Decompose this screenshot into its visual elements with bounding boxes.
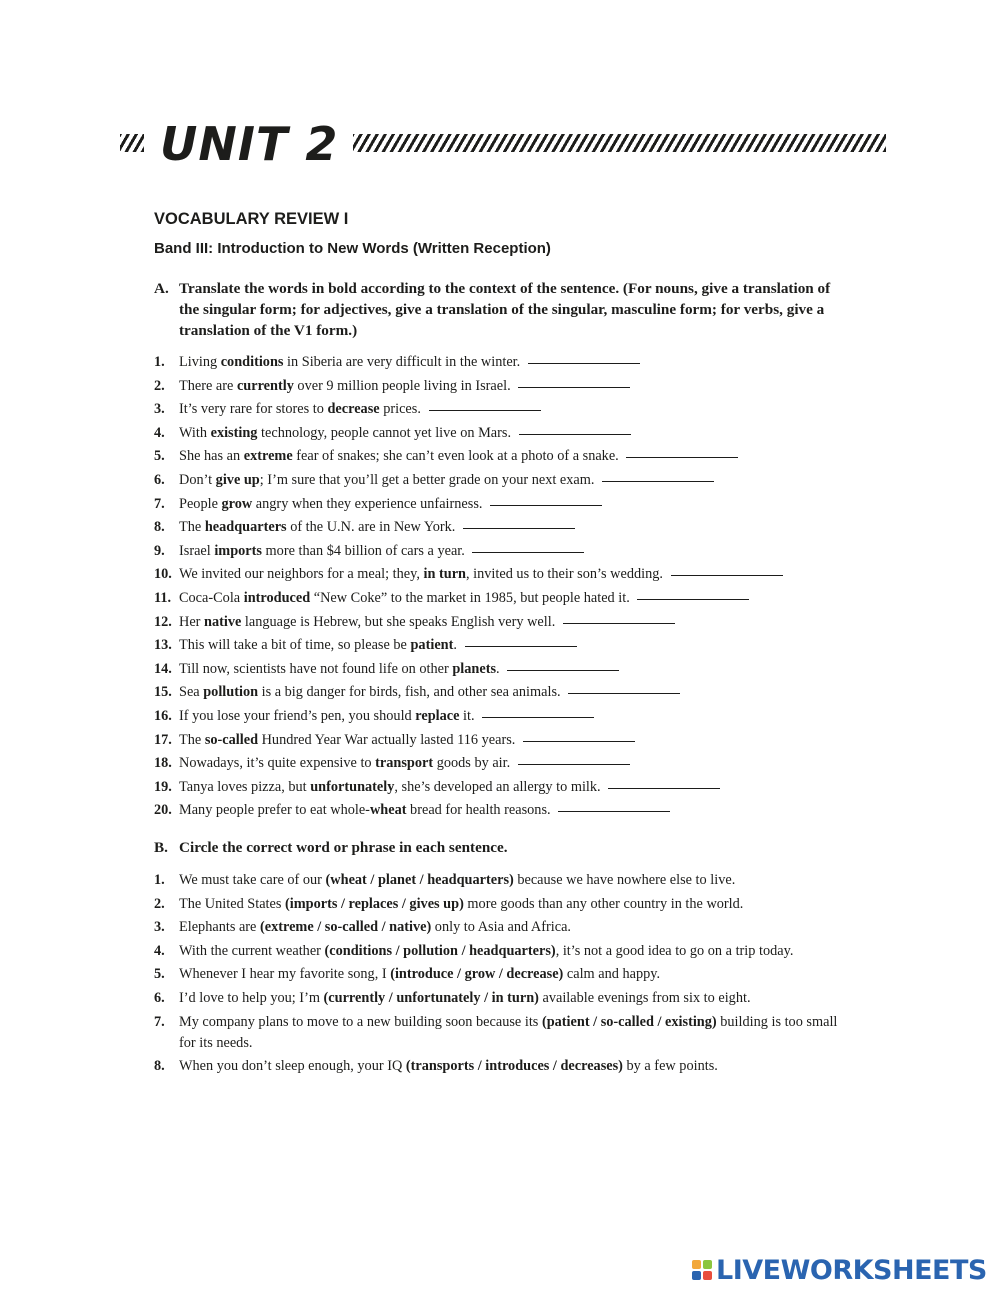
item-sentence xyxy=(179,1055,718,1079)
item-sentence xyxy=(179,940,793,964)
answer-blank[interactable] xyxy=(523,740,635,742)
sentence-post: prices. xyxy=(379,401,421,418)
bold-word: so-called xyxy=(204,731,259,748)
section-a-label: A. xyxy=(154,280,169,297)
answer-blank[interactable] xyxy=(671,574,783,576)
item-number: 2. xyxy=(154,377,165,394)
sentence-post: is a big danger for birds, fish, and other sea animals. xyxy=(258,684,561,701)
item-number: 5. xyxy=(154,966,165,983)
sentence-post: language is Hebrew, but she speaks English very well. xyxy=(241,613,556,630)
sentence-pre: Coca-Cola xyxy=(179,589,244,606)
list-item xyxy=(154,422,844,446)
item-sentence xyxy=(179,658,619,682)
item-number: 4. xyxy=(154,942,165,959)
sentence-post: building is too small for its needs. xyxy=(179,1013,838,1051)
list-item xyxy=(154,916,844,940)
sentence-pre: Till now, scientists have not found life on other xyxy=(179,660,453,677)
item-number: 1. xyxy=(154,872,165,888)
answer-blank[interactable] xyxy=(465,645,577,647)
sentence-pre: With the current weather xyxy=(179,942,325,959)
list-item xyxy=(154,681,844,705)
sentence-pre: Living xyxy=(179,354,221,370)
sentence-post: more goods than any other country in the world. xyxy=(463,895,744,912)
bold-word: replace xyxy=(415,707,460,724)
sentence-post: bread for health reasons. xyxy=(406,802,551,819)
item-sentence xyxy=(179,422,631,446)
section-b-list xyxy=(154,869,844,1078)
sentence-pre: It’s very rare for stores to xyxy=(179,401,328,418)
item-sentence xyxy=(179,776,720,800)
bold-word: give up xyxy=(215,471,260,488)
answer-blank[interactable] xyxy=(507,669,619,671)
sentence-post: , invited us to their son’s wedding. xyxy=(466,566,663,583)
sentence-post: in Siberia are very difficult in the winter. xyxy=(283,354,521,370)
section-a-list xyxy=(154,351,844,823)
answer-blank[interactable] xyxy=(602,480,714,482)
list-item xyxy=(154,799,844,823)
item-number: 6. xyxy=(154,471,165,488)
bold-word: currently xyxy=(236,377,294,394)
choice-options[interactable]: (conditions / pollution / headquarters) xyxy=(324,942,556,959)
item-sentence xyxy=(179,469,714,493)
sentence-post: goods by air. xyxy=(433,755,511,772)
sentence-post: over 9 million people living in Israel. xyxy=(293,377,511,394)
answer-blank[interactable] xyxy=(482,716,594,718)
item-sentence xyxy=(179,634,577,658)
list-item xyxy=(154,540,844,564)
sentence-pre: Sea xyxy=(179,684,204,701)
bold-word: introduced xyxy=(243,589,311,606)
list-item xyxy=(154,776,844,800)
list-item xyxy=(154,940,844,964)
band-title: Band III: Introduction to New Words (Written Reception) xyxy=(154,240,551,257)
bold-word: extreme xyxy=(243,448,293,465)
answer-blank[interactable] xyxy=(528,362,640,364)
section-b-text: Circle the correct word or phrase in each sentence. xyxy=(179,839,508,856)
list-item xyxy=(154,469,844,493)
bold-word: imports xyxy=(214,542,262,559)
section-b-instruction xyxy=(154,837,834,858)
list-item xyxy=(154,752,844,776)
sentence-pre: People xyxy=(179,495,222,512)
section-a-text: Translate the words in bold according to the context of the sentence. (For nouns, give a translation of the singular form; for adjectives, give a translation of the singular, masculine form; for verbs, give a translation of the V1 form.) xyxy=(179,280,831,339)
item-number: 18. xyxy=(154,755,172,772)
item-number: 17. xyxy=(154,731,172,748)
item-number: 3. xyxy=(154,401,165,418)
item-number: 2. xyxy=(154,895,165,912)
bold-word: planets xyxy=(452,660,497,677)
hatch-decoration-right xyxy=(353,134,886,152)
bold-word: existing xyxy=(210,424,258,441)
answer-blank[interactable] xyxy=(626,456,738,458)
list-item xyxy=(154,493,844,517)
choice-options[interactable]: (extreme / so-called / native) xyxy=(259,919,432,936)
item-number: 8. xyxy=(154,519,165,536)
choice-options[interactable]: (currently / unfortunately / in turn) xyxy=(323,989,539,1006)
sentence-pre: When you don’t sleep enough, your IQ xyxy=(179,1057,406,1074)
bold-word: pollution xyxy=(203,684,259,701)
item-number: 4. xyxy=(154,424,165,441)
sentence-post: only to Asia and Africa. xyxy=(431,919,571,936)
sentence-pre: We invited our neighbors for a meal; they, xyxy=(179,566,424,583)
bold-word: native xyxy=(204,613,242,630)
item-number: 6. xyxy=(154,989,165,1006)
review-title: VOCABULARY REVIEW I xyxy=(154,210,349,228)
list-item xyxy=(154,963,844,987)
sentence-pre: Elephants are xyxy=(179,919,260,936)
unit-header xyxy=(0,117,1000,171)
answer-blank[interactable] xyxy=(558,810,670,812)
item-sentence xyxy=(179,611,675,635)
item-number: 5. xyxy=(154,448,165,465)
bold-word: grow xyxy=(221,495,253,512)
item-number: 19. xyxy=(154,778,172,795)
sentence-pre: Israel xyxy=(179,542,215,559)
sentence-pre: The United States xyxy=(179,895,286,912)
item-number: 13. xyxy=(154,637,172,654)
answer-blank[interactable] xyxy=(563,622,675,624)
item-sentence xyxy=(179,752,630,776)
item-sentence xyxy=(179,563,783,587)
sentence-post: Hundred Year War actually lasted 116 years. xyxy=(258,731,516,748)
item-number: 8. xyxy=(154,1057,165,1074)
item-sentence xyxy=(179,916,571,940)
list-item xyxy=(154,869,844,893)
sentence-pre: I’d love to help you; I’m xyxy=(179,989,324,1006)
item-number: 1. xyxy=(154,354,165,370)
item-sentence xyxy=(179,445,738,469)
sentence-pre: Whenever I hear my favorite song, I xyxy=(179,966,391,983)
sentence-pre: There are xyxy=(179,377,237,394)
section-a-instruction xyxy=(154,278,834,341)
item-sentence xyxy=(179,351,640,375)
item-number: 7. xyxy=(154,495,165,512)
item-sentence xyxy=(179,963,660,987)
section-b-label: B. xyxy=(154,839,168,856)
list-item xyxy=(154,516,844,540)
sentence-pre: Her xyxy=(179,613,205,630)
answer-blank[interactable] xyxy=(519,433,631,435)
sentence-post: technology, people cannot yet live on Mars. xyxy=(257,424,512,441)
list-item xyxy=(154,445,844,469)
hatch-decoration-left xyxy=(120,134,144,152)
item-number: 7. xyxy=(154,1013,165,1030)
item-sentence xyxy=(179,375,630,399)
sentence-pre: With xyxy=(179,424,211,441)
item-number: 12. xyxy=(154,613,172,630)
choice-options[interactable]: (introduce / grow / decrease) xyxy=(390,966,564,983)
sentence-post: “New Coke” to the market in 1985, but people hated it. xyxy=(310,589,630,606)
bold-word: transport xyxy=(375,755,434,772)
sentence-post: angry when they experience unfairness. xyxy=(252,495,483,512)
item-sentence xyxy=(179,799,670,823)
sentence-pre: If you lose your friend’s pen, you should xyxy=(179,707,416,724)
item-number: 20. xyxy=(154,802,172,819)
item-number: 3. xyxy=(154,919,165,936)
sentence-pre: We must take care of our xyxy=(179,872,326,888)
choice-options[interactable]: (transports / introduces / decreases) xyxy=(405,1057,623,1074)
item-number: 11. xyxy=(154,589,172,606)
list-item xyxy=(154,658,844,682)
item-sentence xyxy=(179,705,594,729)
liveworksheets-logo xyxy=(692,1255,987,1285)
sentence-pre: This will take a bit of time, so please be xyxy=(179,637,411,654)
item-sentence xyxy=(179,398,541,422)
list-item xyxy=(154,634,844,658)
answer-blank[interactable] xyxy=(518,763,630,765)
sentence-post: because we have nowhere else to live. xyxy=(513,872,736,888)
bold-word: patient xyxy=(410,637,454,654)
item-sentence xyxy=(179,729,635,753)
answer-blank[interactable] xyxy=(608,787,720,789)
list-item xyxy=(154,563,844,587)
list-item xyxy=(154,729,844,753)
sentence-pre: The xyxy=(179,519,205,536)
bold-word: wheat xyxy=(369,802,407,819)
item-sentence xyxy=(179,987,751,1011)
sentence-post: , it’s not a good idea to go on a trip today. xyxy=(555,942,794,959)
item-number: 15. xyxy=(154,684,172,701)
sentence-post: ; I’m sure that you’ll get a better grade on your next exam. xyxy=(259,471,595,488)
logo-square-4 xyxy=(703,1271,712,1280)
item-sentence xyxy=(179,493,602,517)
item-sentence xyxy=(179,681,680,705)
logo-text: LIVEWORKSHEETS xyxy=(716,1254,987,1286)
sentence-post: it. xyxy=(459,707,475,724)
answer-blank[interactable] xyxy=(472,551,584,553)
sentence-pre: Many people prefer to eat whole- xyxy=(179,802,370,819)
item-sentence xyxy=(179,540,584,564)
sentence-pre: Nowadays, it’s quite expensive to xyxy=(179,755,376,772)
answer-blank[interactable] xyxy=(568,692,680,694)
item-number: 9. xyxy=(154,542,165,559)
logo-grid-icon xyxy=(692,1260,712,1280)
sentence-post: more than $4 billion of cars a year. xyxy=(261,542,465,559)
sentence-post: fear of snakes; she can’t even look at a photo of a snake. xyxy=(292,448,619,465)
answer-blank[interactable] xyxy=(518,386,630,388)
item-sentence xyxy=(179,893,743,917)
sentence-pre: Tanya loves pizza, but xyxy=(179,778,311,795)
list-item xyxy=(154,987,844,1011)
answer-blank[interactable] xyxy=(637,598,749,600)
sentence-pre: She has an xyxy=(179,448,244,465)
list-item xyxy=(154,398,844,422)
sentence-post: . xyxy=(453,637,457,654)
list-item xyxy=(154,1011,844,1055)
sentence-post: available evenings from six to eight. xyxy=(538,989,751,1006)
sentence-pre: Don’t xyxy=(179,471,216,488)
sentence-post: by a few points. xyxy=(622,1057,718,1074)
choice-options[interactable]: (imports / replaces / gives up) xyxy=(285,895,464,912)
unit-title: UNIT 2 xyxy=(160,117,339,171)
sentence-post: , she’s developed an allergy to milk. xyxy=(394,778,601,795)
item-sentence xyxy=(179,516,575,540)
logo-square-2 xyxy=(703,1260,712,1269)
bold-word: in turn xyxy=(423,566,466,583)
answer-blank[interactable] xyxy=(490,504,602,506)
list-item xyxy=(154,1055,844,1079)
list-item xyxy=(154,705,844,729)
answer-blank[interactable] xyxy=(429,409,541,411)
list-item xyxy=(154,375,844,399)
item-sentence xyxy=(179,869,735,893)
bold-word: headquarters xyxy=(204,519,287,536)
item-number: 10. xyxy=(154,566,172,583)
sentence-pre: My company plans to move to a new building soon because its xyxy=(179,1013,542,1030)
bold-word: decrease xyxy=(327,401,380,418)
sentence-post: calm and happy. xyxy=(563,966,661,983)
sentence-post: . xyxy=(496,660,500,677)
answer-blank[interactable] xyxy=(463,527,575,529)
sentence-post: of the U.N. are in New York. xyxy=(286,519,456,536)
list-item xyxy=(154,351,844,375)
choice-options[interactable]: (wheat / planet / headquarters) xyxy=(325,872,514,888)
sentence-pre: The xyxy=(179,731,205,748)
logo-square-1 xyxy=(692,1260,701,1269)
item-sentence xyxy=(179,1012,839,1054)
item-sentence xyxy=(179,587,749,611)
list-item xyxy=(154,611,844,635)
item-number: 14. xyxy=(154,660,172,677)
list-item xyxy=(154,587,844,611)
bold-word: unfortunately xyxy=(310,778,395,795)
item-number: 16. xyxy=(154,707,172,724)
bold-word: conditions xyxy=(220,354,284,370)
list-item xyxy=(154,893,844,917)
logo-square-3 xyxy=(692,1271,701,1280)
choice-options[interactable]: (patient / so-called / existing) xyxy=(541,1013,717,1030)
